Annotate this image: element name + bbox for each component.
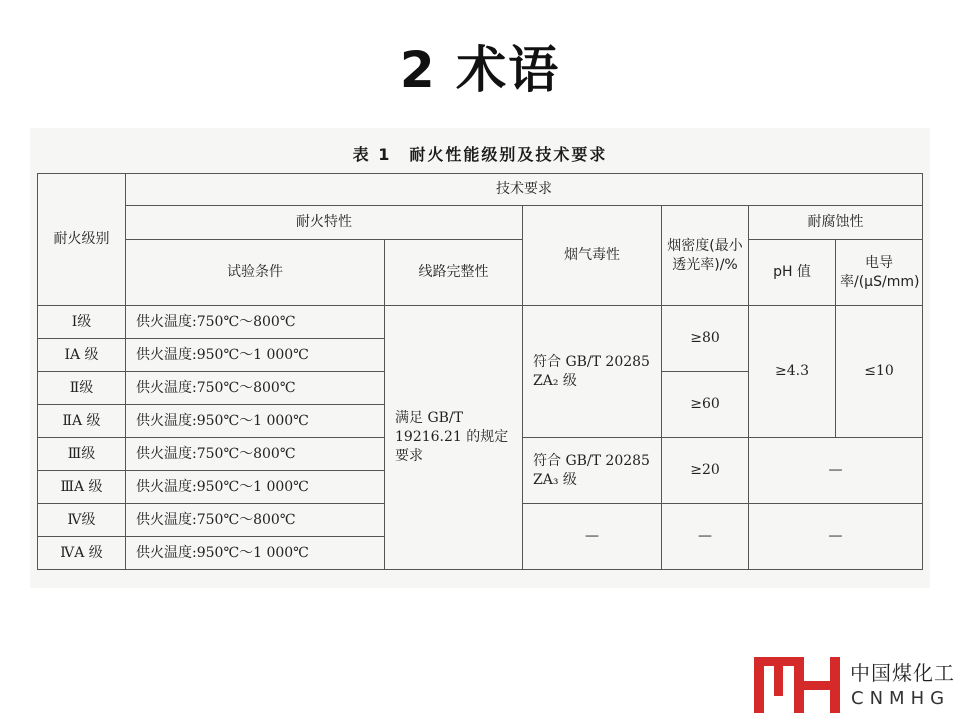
corrosivity-group2: — <box>749 438 923 504</box>
row-grade: ⅢA 级 <box>38 471 126 504</box>
row-condition: 供火温度:950℃～1 000℃ <box>126 405 385 438</box>
row-condition: 供火温度:950℃～1 000℃ <box>126 537 385 570</box>
header-test-conditions: 试验条件 <box>126 240 385 306</box>
row-condition: 供火温度:750℃～800℃ <box>126 438 385 471</box>
logo-name-en: CNMHG <box>851 688 951 709</box>
header-smoke-density: 烟密度(最小透光率)/% <box>662 206 749 306</box>
toxicity-group1: 符合 GB/T 20285 ZA₂ 级 <box>523 306 662 438</box>
row-grade: Ⅳ级 <box>38 504 126 537</box>
density-1: ≥80 <box>662 306 749 372</box>
logo-mark-icon <box>752 655 844 715</box>
table-caption: 表 1 耐火性能级别及技术要求 <box>352 145 608 164</box>
header-conductivity: 电导率/(μS/mm) <box>836 240 923 306</box>
header-corrosivity: 耐腐蚀性 <box>749 206 923 240</box>
circuit-integrity-value: 满足 GB/T 19216.21 的规定要求 <box>385 306 523 570</box>
header-fire-grade: 耐火级别 <box>38 174 126 306</box>
density-3: ≥20 <box>662 438 749 504</box>
row-condition: 供火温度:750℃～800℃ <box>126 504 385 537</box>
density-4: — <box>662 504 749 570</box>
fire-resistance-table <box>37 173 923 570</box>
toxicity-group3: — <box>523 504 662 570</box>
row-condition: 供火温度:750℃～800℃ <box>126 372 385 405</box>
conductivity-value: ≤10 <box>836 306 923 438</box>
ph-value: ≥4.3 <box>749 306 836 438</box>
header-fire-properties: 耐火特性 <box>126 206 523 240</box>
row-condition: 供火温度:950℃～1 000℃ <box>126 339 385 372</box>
slide-title: 2 术语 <box>399 41 561 99</box>
row-condition: 供火温度:750℃～800℃ <box>126 306 385 339</box>
company-logo <box>752 655 955 715</box>
row-grade: ⅡA 级 <box>38 405 126 438</box>
corrosivity-group3: — <box>749 504 923 570</box>
row-grade: Ⅲ级 <box>38 438 126 471</box>
row-grade: ⅣA 级 <box>38 537 126 570</box>
header-ph: pH 值 <box>749 240 836 306</box>
row-condition: 供火温度:950℃～1 000℃ <box>126 471 385 504</box>
header-smoke-toxicity: 烟气毒性 <box>523 206 662 306</box>
header-circuit-integrity: 线路完整性 <box>385 240 523 306</box>
toxicity-group2: 符合 GB/T 20285 ZA₃ 级 <box>523 438 662 504</box>
row-grade: ⅠA 级 <box>38 339 126 372</box>
header-tech-requirements: 技术要求 <box>126 174 923 206</box>
density-2: ≥60 <box>662 372 749 438</box>
row-grade: Ⅱ级 <box>38 372 126 405</box>
row-grade: Ⅰ级 <box>38 306 126 339</box>
logo-name-cn: 中国煤化工 <box>850 661 955 685</box>
table-scan-image <box>30 128 930 588</box>
